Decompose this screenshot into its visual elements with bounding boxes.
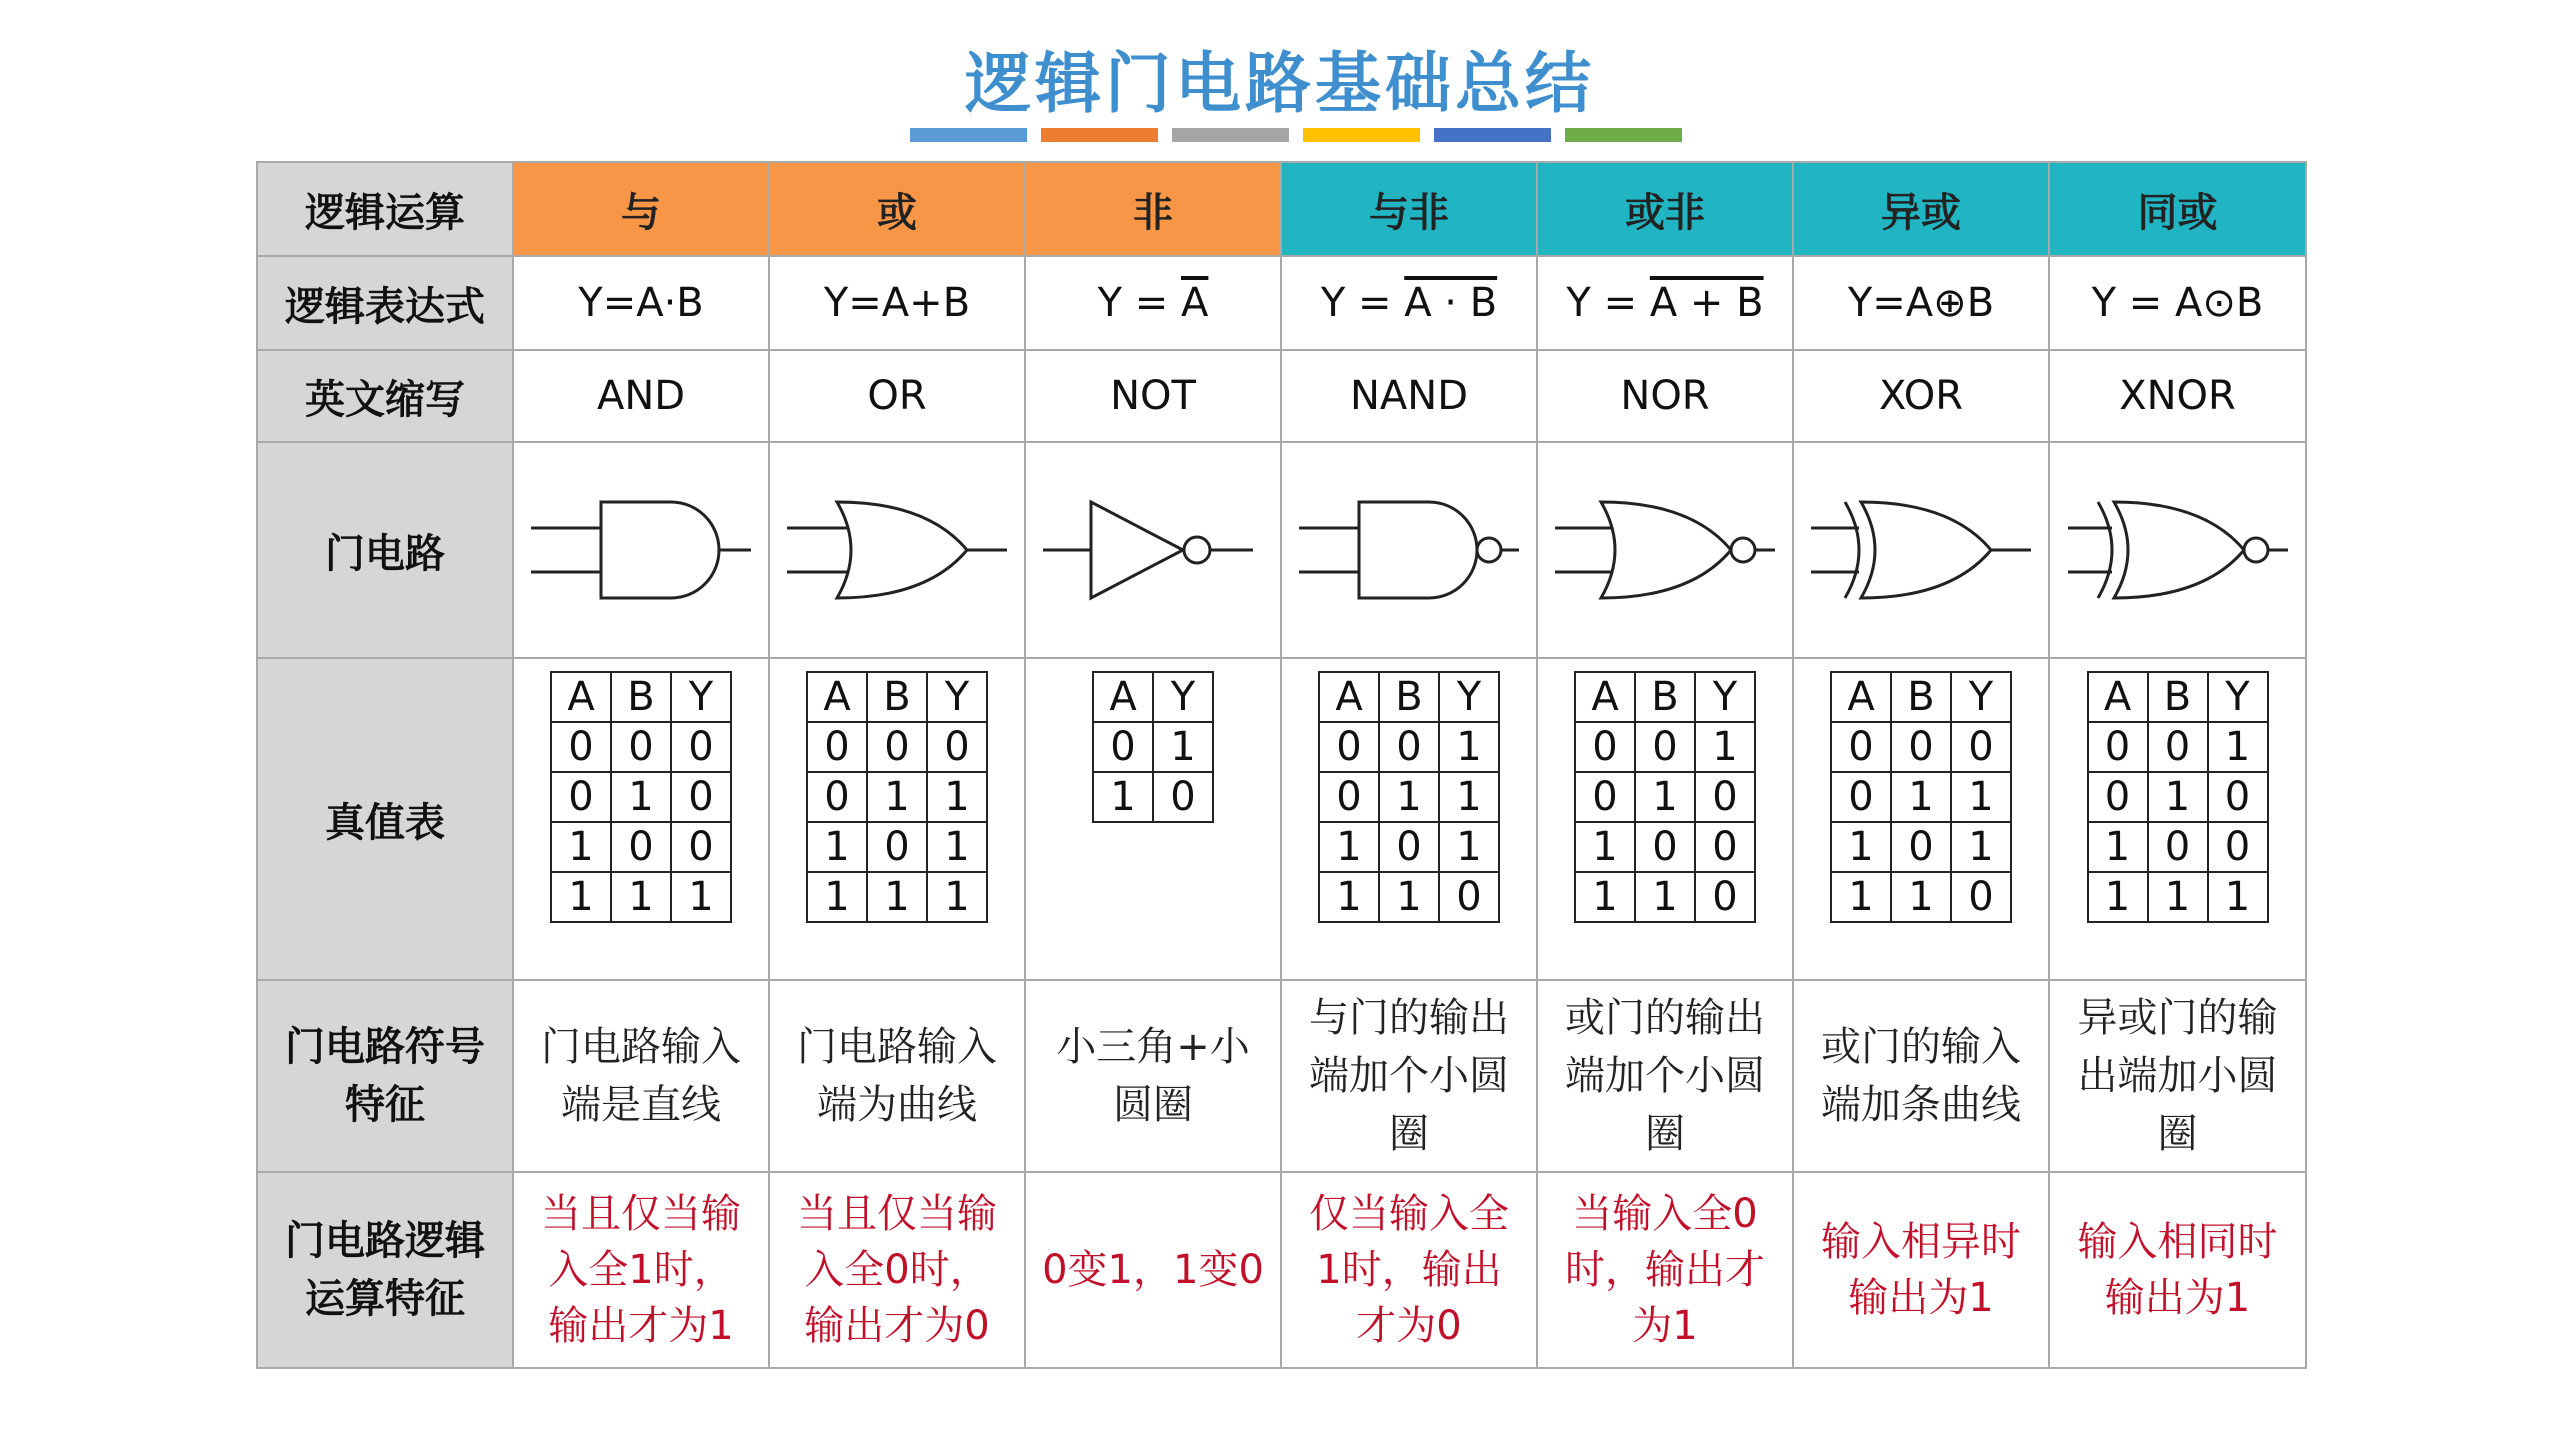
- truth-table-wrap: [1538, 659, 1792, 979]
- row-header-symbol: [257, 980, 513, 1172]
- truth-table-row: [2088, 772, 2268, 822]
- row-expression: [257, 256, 2306, 350]
- row-operation: [257, 162, 2306, 256]
- truth-table-value: 1: [1319, 822, 1379, 872]
- truth-table-row: [807, 872, 987, 922]
- truth-table-value: 0: [2208, 772, 2268, 822]
- truth-table-value: 1: [2148, 872, 2208, 922]
- truth-table-value: 0: [551, 722, 611, 772]
- truth-table-row: [1831, 772, 2011, 822]
- symbol-feature-cell: [769, 980, 1025, 1172]
- truth-table-value: 0: [671, 772, 731, 822]
- truth-table-value: 1: [1831, 872, 1891, 922]
- logic-feature-text: 输入相同时输出为1: [2077, 1219, 2278, 1321]
- expression-text: Y=A⊕B: [1847, 280, 1995, 326]
- truth-table-row: [1093, 772, 1213, 822]
- symbol-feature-text: 或门的输出端加个小圆圈: [1565, 995, 1765, 1157]
- nor-gate-icon: [1538, 480, 1792, 620]
- symbol-feature-text: 异或门的输出端加小圆圈: [2077, 995, 2278, 1157]
- truth-table-value: 0: [1319, 722, 1379, 772]
- truth-table-value: 1: [927, 772, 987, 822]
- truth-table-value: 1: [807, 822, 867, 872]
- logic-gate-table: [256, 161, 2307, 1369]
- truth-table-value: 0: [1695, 872, 1755, 922]
- truth-table-value: 1: [867, 872, 927, 922]
- truth-table-value: 0: [671, 822, 731, 872]
- operation-nand: 与非: [1281, 162, 1537, 256]
- expression-text: Y =: [1097, 280, 1181, 326]
- truth-table-value: 0: [2208, 822, 2268, 872]
- truth-table-row: [2088, 872, 2268, 922]
- truth-table-value: 0: [611, 822, 671, 872]
- truth-table-cell: [1025, 658, 1281, 980]
- truth-table-wrap: [1282, 659, 1536, 979]
- truth-table-header-row: [1319, 672, 1499, 722]
- truth-table-value: 1: [611, 772, 671, 822]
- truth-table-value: 1: [551, 872, 611, 922]
- abbreviation-not: NOT: [1025, 350, 1281, 442]
- truth-table-value: 0: [1153, 772, 1213, 822]
- truth-table-value: 1: [671, 872, 731, 922]
- truth-table: [550, 671, 732, 923]
- truth-table-header: Y: [1951, 672, 2011, 722]
- truth-table-value: 1: [2208, 872, 2268, 922]
- truth-table-value: 0: [2148, 822, 2208, 872]
- truth-table-header: B: [611, 672, 671, 722]
- row-header-symbol-text: 门电路符号特征: [285, 1024, 485, 1128]
- abbreviation-nor: NOR: [1537, 350, 1793, 442]
- logic-feature-text: 仅当输入全1时，输出才为0: [1309, 1191, 1509, 1349]
- truth-table-row: [1575, 822, 1755, 872]
- truth-table-value: 0: [1951, 722, 2011, 772]
- truth-table-header: A: [807, 672, 867, 722]
- expression-nor: [1537, 256, 1793, 350]
- expression-negated-term: A · B: [1404, 280, 1498, 326]
- symbol-feature-cell: [1025, 980, 1281, 1172]
- abbreviation-nand: NAND: [1281, 350, 1537, 442]
- page-title: 逻辑门电路基础总结: [965, 45, 1595, 122]
- logic-feature-cell: [769, 1172, 1025, 1368]
- truth-table-header-row: [551, 672, 731, 722]
- truth-table-value: 0: [1635, 722, 1695, 772]
- truth-table-value: 1: [867, 772, 927, 822]
- truth-table-header: B: [2148, 672, 2208, 722]
- expression-xor: [1793, 256, 2049, 350]
- truth-table-header: Y: [1153, 672, 1213, 722]
- truth-table-row: [1319, 822, 1499, 872]
- truth-table-value: 0: [2088, 722, 2148, 772]
- row-header-truth: 真值表: [257, 658, 513, 980]
- truth-table-header: Y: [927, 672, 987, 722]
- truth-table-value: 1: [1575, 822, 1635, 872]
- abbreviation-xnor: XNOR: [2049, 350, 2306, 442]
- truth-table-cell: [1281, 658, 1537, 980]
- truth-table-value: 0: [1635, 822, 1695, 872]
- row-abbreviation: [257, 350, 2306, 442]
- expression-negated-term: A + B: [1649, 280, 1764, 326]
- truth-table-header: B: [1891, 672, 1951, 722]
- truth-table-value: 1: [1831, 822, 1891, 872]
- truth-table-header: Y: [2208, 672, 2268, 722]
- truth-table-value: 0: [1379, 822, 1439, 872]
- truth-table: [1574, 671, 1756, 923]
- logic-feature-cell: [2049, 1172, 2306, 1368]
- logic-feature-text: 当且仅当输入全1时，输出才为1: [541, 1191, 741, 1349]
- gate-cell: [2049, 442, 2306, 658]
- logic-feature-cell: [1793, 1172, 2049, 1368]
- gate-cell: [1025, 442, 1281, 658]
- row-gate-symbol: [257, 442, 2306, 658]
- symbol-feature-cell: [1537, 980, 1793, 1172]
- truth-table-row: [1575, 872, 1755, 922]
- truth-table-header: Y: [1695, 672, 1755, 722]
- truth-table-header: A: [1575, 672, 1635, 722]
- truth-table-value: 0: [1575, 772, 1635, 822]
- truth-table-value: 0: [1891, 822, 1951, 872]
- truth-table-row: [1575, 722, 1755, 772]
- symbol-feature-cell: [2049, 980, 2306, 1172]
- title-underline-segment: [1565, 128, 1682, 142]
- symbol-feature-cell: [1281, 980, 1537, 1172]
- operation-and: 与: [513, 162, 769, 256]
- logic-feature-cell: [1025, 1172, 1281, 1368]
- title-underline-segment: [1303, 128, 1420, 142]
- truth-table-value: 1: [1319, 872, 1379, 922]
- truth-table-value: 1: [1575, 872, 1635, 922]
- truth-table-header: A: [1319, 672, 1379, 722]
- operation-not: 非: [1025, 162, 1281, 256]
- truth-table-row: [1319, 772, 1499, 822]
- operation-nor: 或非: [1537, 162, 1793, 256]
- symbol-feature-text: 小三角+小圆圈: [1056, 1024, 1250, 1128]
- symbol-feature-text: 或门的输入端加条曲线: [1821, 1024, 2021, 1128]
- truth-table-row: [807, 722, 987, 772]
- symbol-feature-text: 与门的输出端加个小圆圈: [1309, 995, 1509, 1157]
- truth-table-value: 1: [1891, 872, 1951, 922]
- truth-table-row: [1831, 722, 2011, 772]
- truth-table-wrap: [770, 659, 1024, 979]
- truth-table-value: 0: [1379, 722, 1439, 772]
- truth-table-value: 1: [1951, 822, 2011, 872]
- truth-table-cell: [1537, 658, 1793, 980]
- xor-gate-icon: [1794, 480, 2048, 620]
- expression-not: [1025, 256, 1281, 350]
- operation-xnor: 同或: [2049, 162, 2306, 256]
- symbol-feature-text: 门电路输入端是直线: [541, 1024, 741, 1128]
- truth-table-value: 0: [1831, 772, 1891, 822]
- truth-table-value: 1: [2208, 722, 2268, 772]
- truth-table-value: 1: [927, 822, 987, 872]
- truth-table-value: 1: [1891, 772, 1951, 822]
- truth-table-row: [2088, 822, 2268, 872]
- truth-table-value: 1: [1635, 872, 1695, 922]
- truth-table-row: [551, 772, 731, 822]
- operation-xor: 异或: [1793, 162, 2049, 256]
- truth-table-value: 1: [1439, 822, 1499, 872]
- expression-or: [769, 256, 1025, 350]
- truth-table-header: B: [1379, 672, 1439, 722]
- gate-cell: [1793, 442, 2049, 658]
- truth-table-value: 0: [1439, 872, 1499, 922]
- row-symbol-feature: [257, 980, 2306, 1172]
- abbreviation-and: AND: [513, 350, 769, 442]
- truth-table-value: 1: [2088, 822, 2148, 872]
- truth-table-value: 0: [671, 722, 731, 772]
- symbol-feature-cell: [1793, 980, 2049, 1172]
- expression-text: Y =: [1566, 280, 1650, 326]
- truth-table-value: 0: [1695, 772, 1755, 822]
- truth-table-value: 1: [1635, 772, 1695, 822]
- truth-table-value: 1: [1951, 772, 2011, 822]
- truth-table-wrap: [1794, 659, 2048, 979]
- expression-nand: [1281, 256, 1537, 350]
- expression-and: [513, 256, 769, 350]
- not-gate-icon: [1026, 480, 1280, 620]
- truth-table-row: [807, 822, 987, 872]
- expression-xnor: [2049, 256, 2306, 350]
- expression-text: Y=A·B: [578, 280, 704, 326]
- xnor-gate-icon: [2050, 480, 2305, 620]
- truth-table-value: 1: [1093, 772, 1153, 822]
- logic-feature-cell: [1281, 1172, 1537, 1368]
- truth-table-header-row: [1831, 672, 2011, 722]
- truth-table-row: [551, 872, 731, 922]
- truth-table-header-row: [807, 672, 987, 722]
- truth-table-value: 0: [1891, 722, 1951, 772]
- abbreviation-xor: XOR: [1793, 350, 2049, 442]
- row-header-abbreviation: 英文缩写: [257, 350, 513, 442]
- nand-gate-icon: [1282, 480, 1536, 620]
- row-logic-feature: [257, 1172, 2306, 1368]
- truth-table-header-row: [2088, 672, 2268, 722]
- logic-feature-cell: [513, 1172, 769, 1368]
- truth-table-value: 0: [1695, 822, 1755, 872]
- truth-table-value: 1: [927, 872, 987, 922]
- truth-table-value: 0: [867, 722, 927, 772]
- symbol-feature-cell: [513, 980, 769, 1172]
- row-truth-table: [257, 658, 2306, 980]
- truth-table-value: 1: [551, 822, 611, 872]
- truth-table-row: [1831, 822, 2011, 872]
- gate-cell: [1537, 442, 1793, 658]
- title-underline-segment: [1172, 128, 1289, 142]
- truth-table-value: 1: [1439, 722, 1499, 772]
- or-gate-icon: [770, 480, 1024, 620]
- symbol-feature-text: 门电路输入端为曲线: [797, 1024, 997, 1128]
- truth-table-value: 1: [1695, 722, 1755, 772]
- truth-table: [2087, 671, 2269, 923]
- truth-table-value: 0: [1319, 772, 1379, 822]
- truth-table-header: B: [1635, 672, 1695, 722]
- truth-table-row: [807, 772, 987, 822]
- truth-table-value: 0: [807, 772, 867, 822]
- logic-feature-text: 当且仅当输入全0时，输出才为0: [797, 1191, 997, 1349]
- expression-text: Y =: [1320, 280, 1405, 326]
- truth-table-value: 0: [867, 822, 927, 872]
- truth-table-value: 0: [1093, 722, 1153, 772]
- row-header-logic-text: 门电路逻辑运算特征: [285, 1218, 485, 1322]
- truth-table-value: 1: [2088, 872, 2148, 922]
- truth-table-value: 1: [611, 872, 671, 922]
- truth-table-header-row: [1575, 672, 1755, 722]
- gate-cell: [513, 442, 769, 658]
- truth-table-value: 1: [2148, 772, 2208, 822]
- logic-feature-cell: [1537, 1172, 1793, 1368]
- expression-text: Y = A⊙B: [2091, 280, 2264, 326]
- truth-table-value: 0: [1575, 722, 1635, 772]
- truth-table-cell: [513, 658, 769, 980]
- truth-table-row: [1575, 772, 1755, 822]
- truth-table-header: A: [1093, 672, 1153, 722]
- truth-table-row: [1319, 722, 1499, 772]
- expression-text: Y=A+B: [823, 280, 971, 326]
- truth-table-value: 1: [1439, 772, 1499, 822]
- gate-cell: [769, 442, 1025, 658]
- truth-table-header: B: [867, 672, 927, 722]
- title-underline: [910, 128, 1682, 142]
- truth-table-row: [1093, 722, 1213, 772]
- truth-table-header: A: [551, 672, 611, 722]
- truth-table-value: 0: [1951, 872, 2011, 922]
- truth-table-value: 1: [1379, 772, 1439, 822]
- truth-table-value: 1: [1153, 722, 1213, 772]
- truth-table-header: Y: [1439, 672, 1499, 722]
- truth-table: [1318, 671, 1500, 923]
- truth-table-wrap: [514, 659, 768, 979]
- logic-feature-text: 当输入全0时，输出才为1: [1565, 1191, 1765, 1349]
- row-header-operation: 逻辑运算: [257, 162, 513, 256]
- truth-table-row: [1831, 872, 2011, 922]
- truth-table-header: A: [1831, 672, 1891, 722]
- truth-table-header: A: [2088, 672, 2148, 722]
- truth-table-value: 0: [927, 722, 987, 772]
- truth-table-value: 0: [611, 722, 671, 772]
- truth-table-value: 0: [1831, 722, 1891, 772]
- truth-table-wrap: [1026, 659, 1280, 979]
- truth-table-value: 0: [2148, 722, 2208, 772]
- truth-table-row: [2088, 722, 2268, 772]
- row-header-expression: 逻辑表达式: [257, 256, 513, 350]
- title-underline-segment: [1041, 128, 1158, 142]
- title-underline-segment: [1434, 128, 1551, 142]
- gate-cell: [1281, 442, 1537, 658]
- truth-table-row: [551, 722, 731, 772]
- truth-table-cell: [2049, 658, 2306, 980]
- truth-table-value: 1: [807, 872, 867, 922]
- truth-table-row: [1319, 872, 1499, 922]
- expression-negated-term: $\overline{A}$: [1181, 280, 1209, 326]
- truth-table: [806, 671, 988, 923]
- title-underline-segment: [910, 128, 1027, 142]
- truth-table-header: Y: [671, 672, 731, 722]
- truth-table-value: 0: [807, 722, 867, 772]
- operation-or: 或: [769, 162, 1025, 256]
- truth-table-header-row: [1093, 672, 1213, 722]
- row-header-gate: 门电路: [257, 442, 513, 658]
- and-gate-icon: [514, 480, 768, 620]
- logic-feature-text: 0变1，1变0: [1042, 1247, 1264, 1293]
- truth-table-cell: [769, 658, 1025, 980]
- logic-feature-text: 输入相异时输出为1: [1821, 1219, 2021, 1321]
- truth-table-row: [551, 822, 731, 872]
- truth-table: [1092, 671, 1214, 823]
- truth-table-cell: [1793, 658, 2049, 980]
- truth-table-value: 0: [2088, 772, 2148, 822]
- abbreviation-or: OR: [769, 350, 1025, 442]
- row-header-logic: [257, 1172, 513, 1368]
- truth-table: [1830, 671, 2012, 923]
- truth-table-wrap: [2050, 659, 2305, 979]
- truth-table-value: 0: [551, 772, 611, 822]
- truth-table-value: 1: [1379, 872, 1439, 922]
